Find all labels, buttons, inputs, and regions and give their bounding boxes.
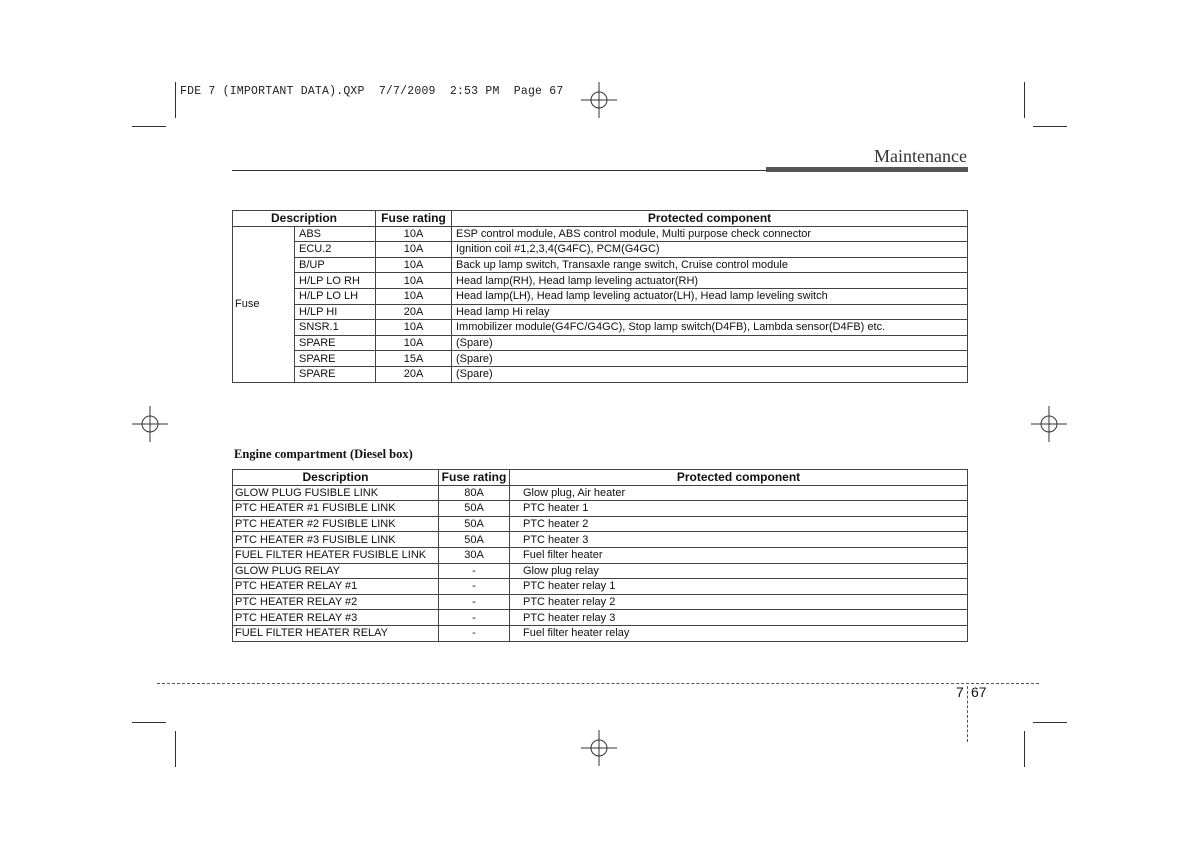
fuse-rating-cell: 50A [439, 501, 510, 517]
protected-component-cell: PTC heater 2 [510, 516, 968, 532]
column-header-fuse-rating: Fuse rating [439, 470, 510, 486]
fuse-name-cell: H/LP LO LH [295, 288, 376, 304]
table-row [233, 273, 968, 289]
table-row [233, 610, 968, 626]
fuse-rating-cell: - [439, 594, 510, 610]
description-cell: PTC HEATER #2 FUSIBLE LINK [233, 516, 439, 532]
fuse-rating-cell: 50A [439, 516, 510, 532]
table-row [233, 366, 968, 382]
protected-component-cell: Fuel filter heater relay [510, 625, 968, 641]
fuse-name-cell: H/LP HI [295, 304, 376, 320]
crop-mark-bottom-left-h [132, 722, 166, 723]
fuse-name-cell: SPARE [295, 351, 376, 367]
protected-component-cell: ESP control module, ABS control module, Multi purpose check connector [452, 226, 968, 242]
fuse-table-diesel-box [232, 469, 968, 642]
table-row [233, 257, 968, 273]
fuse-name-cell: H/LP LO RH [295, 273, 376, 289]
crop-mark-top-left-h [132, 126, 166, 127]
page-number: 67 [971, 684, 987, 700]
fuse-rating-cell: 80A [439, 485, 510, 501]
protected-component-cell: PTC heater 1 [510, 501, 968, 517]
table-row [233, 485, 968, 501]
protected-component-cell: Fuel filter heater [510, 547, 968, 563]
crop-mark-bottom-left-v [175, 731, 176, 767]
protected-component-cell: Immobilizer module(G4FC/G4GC), Stop lamp switch(D4FB), Lambda sensor(D4FB) etc. [452, 320, 968, 336]
table-row [233, 335, 968, 351]
fuse-name-cell: SPARE [295, 335, 376, 351]
protected-component-cell: (Spare) [452, 335, 968, 351]
registration-mark-left-icon [132, 406, 168, 442]
protected-component-cell: PTC heater relay 3 [510, 610, 968, 626]
fuse-rating-cell: 30A [439, 547, 510, 563]
fuse-rating-cell: 10A [376, 273, 452, 289]
fuse-name-cell: B/UP [295, 257, 376, 273]
table-row [233, 242, 968, 258]
table-row [233, 532, 968, 548]
fuse-name-cell: SPARE [295, 366, 376, 382]
fuse-name-cell: SNSR.1 [295, 320, 376, 336]
column-header-fuse-rating: Fuse rating [376, 211, 452, 227]
table-row [233, 547, 968, 563]
fuse-rating-cell: - [439, 625, 510, 641]
fuse-rating-cell: 10A [376, 257, 452, 273]
description-cell: GLOW PLUG FUSIBLE LINK [233, 485, 439, 501]
protected-component-cell: PTC heater relay 2 [510, 594, 968, 610]
crop-mark-bottom-right-v [1024, 731, 1025, 767]
fuse-rating-cell: - [439, 579, 510, 595]
fuse-rating-cell: 10A [376, 335, 452, 351]
table-row [233, 304, 968, 320]
registration-mark-bottom-icon [581, 730, 617, 766]
fuse-rating-cell: 10A [376, 320, 452, 336]
fuse-rating-cell: 10A [376, 226, 452, 242]
table-row [233, 226, 968, 242]
fuse-rating-cell: - [439, 610, 510, 626]
fuse-rating-cell: 10A [376, 242, 452, 258]
protected-component-cell: Head lamp(LH), Head lamp leveling actuator(LH), Head lamp leveling switch [452, 288, 968, 304]
protected-component-cell: Glow plug relay [510, 563, 968, 579]
table-row [233, 320, 968, 336]
crop-mark-bottom-right-h [1033, 722, 1067, 723]
registration-mark-right-icon [1031, 406, 1067, 442]
table-row [233, 594, 968, 610]
table-row [233, 501, 968, 517]
protected-component-cell: (Spare) [452, 351, 968, 367]
description-cell: FUEL FILTER HEATER RELAY [233, 625, 439, 641]
column-header-protected-component: Protected component [510, 470, 968, 486]
table-row [233, 516, 968, 532]
table-header-row [233, 470, 968, 486]
fuse-name-cell: ABS [295, 226, 376, 242]
crop-mark-top-left-v [175, 82, 176, 118]
protected-component-cell: Back up lamp switch, Transaxle range switch, Cruise control module [452, 257, 968, 273]
header-bar [766, 167, 968, 172]
description-cell: GLOW PLUG RELAY [233, 563, 439, 579]
protected-component-cell: PTC heater 3 [510, 532, 968, 548]
crop-mark-top-right-h [1033, 126, 1067, 127]
footer-dashed-rule [157, 683, 1039, 684]
section-title: Maintenance [874, 146, 967, 166]
fuse-rating-cell: 15A [376, 351, 452, 367]
column-header-description: Description [233, 211, 376, 227]
registration-mark-top-icon [581, 82, 617, 118]
column-header-protected-component: Protected component [452, 211, 968, 227]
protected-component-cell: Ignition coil #1,2,3,4(G4FC), PCM(G4GC) [452, 242, 968, 258]
description-cell: FUEL FILTER HEATER FUSIBLE LINK [233, 547, 439, 563]
table-row [233, 351, 968, 367]
table-header-row [233, 211, 968, 227]
diesel-box-heading: Engine compartment (Diesel box) [234, 447, 413, 461]
description-cell: PTC HEATER RELAY #3 [233, 610, 439, 626]
protected-component-cell: Glow plug, Air heater [510, 485, 968, 501]
crop-mark-top-right-v [1024, 82, 1025, 118]
chapter-number: 7 [956, 684, 964, 700]
description-cell: PTC HEATER #3 FUSIBLE LINK [233, 532, 439, 548]
table-row [233, 579, 968, 595]
protected-component-cell: PTC heater relay 1 [510, 579, 968, 595]
fuse-rating-cell: 10A [376, 288, 452, 304]
print-slug: FDE 7 (IMPORTANT DATA).QXP 7/7/2009 2:53 PM Page 67 [180, 85, 564, 98]
page-number-divider [967, 686, 968, 742]
description-cell: PTC HEATER RELAY #1 [233, 579, 439, 595]
fuse-rating-cell: 20A [376, 366, 452, 382]
description-cell: PTC HEATER #1 FUSIBLE LINK [233, 501, 439, 517]
column-header-description: Description [233, 470, 439, 486]
fuse-rating-cell: 50A [439, 532, 510, 548]
table-row [233, 625, 968, 641]
fuse-table-upper [232, 210, 968, 383]
protected-component-cell: Head lamp(RH), Head lamp leveling actuator(RH) [452, 273, 968, 289]
table-row [233, 563, 968, 579]
fuse-rating-cell: - [439, 563, 510, 579]
fuse-rating-cell: 20A [376, 304, 452, 320]
fuse-name-cell: ECU.2 [295, 242, 376, 258]
protected-component-cell: Head lamp Hi relay [452, 304, 968, 320]
table-row [233, 288, 968, 304]
fuse-group-label: Fuse [233, 226, 295, 382]
description-cell: PTC HEATER RELAY #2 [233, 594, 439, 610]
protected-component-cell: (Spare) [452, 366, 968, 382]
